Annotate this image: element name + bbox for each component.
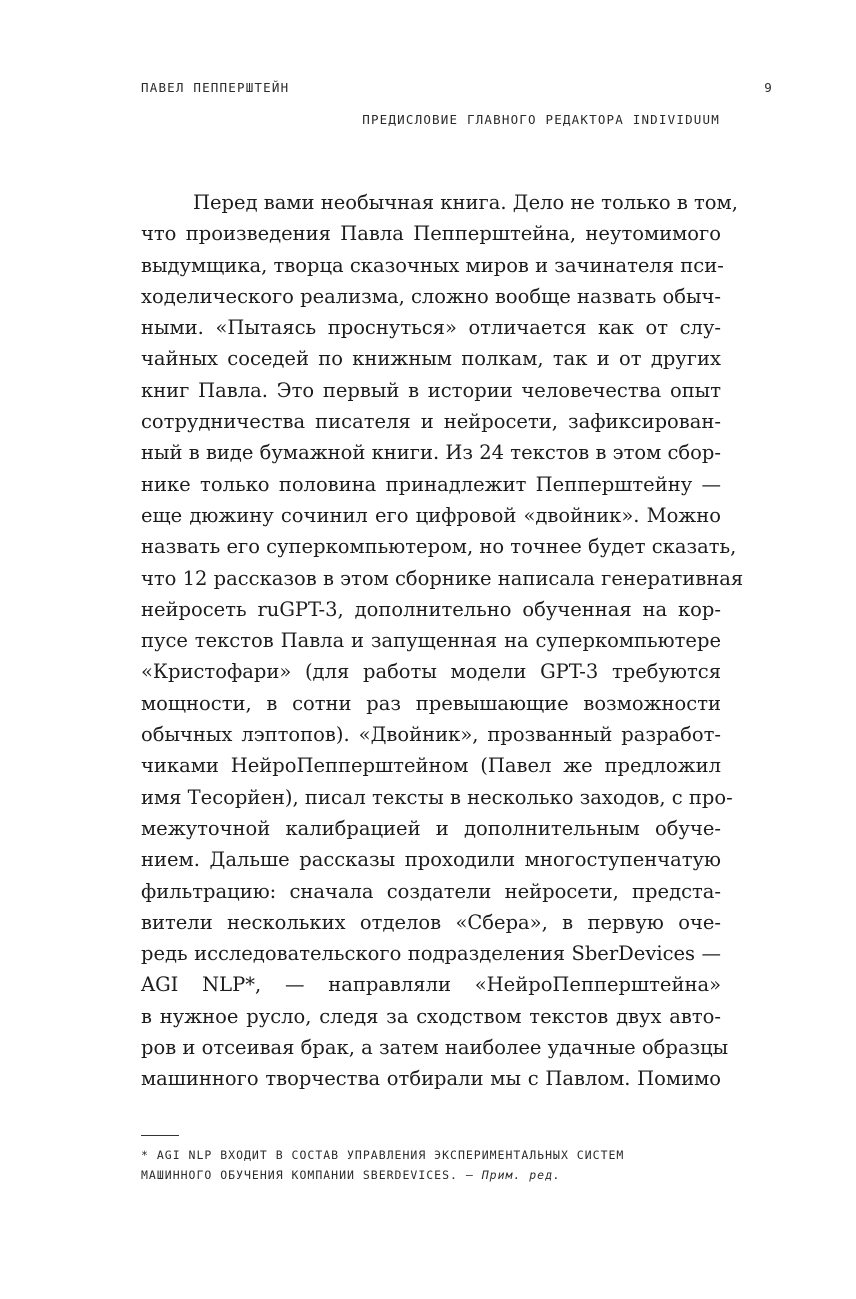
body-line: нием. Дальше рассказы проходили многоступенчатую [141,848,721,872]
footnote-divider [141,1135,179,1136]
body-line: обычных лэптопов). «Двойник», прозванный разработ- [141,723,721,747]
running-head-section: ПРЕДИСЛОВИЕ ГЛАВНОГО РЕДАКТОРА INDIVIDUUM [362,112,720,127]
body-line: ный в виде бумажной книги. Из 24 текстов в этом сбор- [141,441,721,465]
body-line: мощности, в сотни раз превышающие возможности [141,691,721,715]
body-line: нейросеть ruGPT-3, дополнительно обученная на кор- [141,597,721,621]
body-line: чайных соседей по книжным полкам, так и от других [141,347,721,371]
body-line: что произведения Павла Пепперштейна, неутомимого [141,222,721,246]
body-line: чиками НейроПепперштейном (Павел же предложил [141,754,721,778]
body-line: редь исследовательского подразделения SberDevices — [141,942,721,966]
body-text [141,187,744,1095]
body-line: в нужное русло, следя за сходством текстов двух авто- [141,1004,721,1028]
body-line: книг Павла. Это первый в истории человечества опыт [141,378,721,402]
body-line: сотрудничества писателя и нейросети, зафиксирован- [141,410,721,434]
body-line: AGI NLP*, — направляли «НейроПепперштейна» [141,973,721,997]
running-head-author: ПАВЕЛ ПЕППЕРШТЕЙН [141,80,290,95]
body-line: пусе текстов Павла и запущенная на суперкомпьютере [141,629,721,653]
footnote-line-2-text: МАШИННОГО ОБУЧЕНИЯ КОМПАНИИ SBERDEVICES. — [141,1168,482,1182]
body-line: ными. «Пытаясь проснуться» отличается как от слу- [141,316,721,340]
footnote-line-1: * AGI NLP ВХОДИТ В СОСТАВ УПРАВЛЕНИЯ ЭКСПЕРИМЕНТАЛЬНЫХ СИСТЕМ [141,1148,625,1162]
body-line: машинного творчества отбирали мы с Павлом. Помимо [141,1067,721,1091]
body-line: еще дюжину сочинил его цифровой «двойник». Можно [141,503,721,527]
body-line: межуточной калибрацией и дополнительным обуче- [141,816,721,840]
body-line: нике только половина принадлежит Пепперштейну — [141,472,721,496]
body-line: имя Тесорйен), писал тексты в несколько заходов, с про- [141,785,733,809]
body-line: Перед вами необычная книга. Дело не только в том, [193,191,738,214]
body-line: вители нескольких отделов «Сбера», в первую оче- [141,910,721,934]
body-line: выдумщика, творца сказочных миров и зачинателя пси- [141,253,724,277]
footnote-editor-note: Прим. ред. [481,1168,561,1182]
body-line: что 12 рассказов в этом сборнике написала генеративная [141,566,744,590]
page-number: 9 [764,80,773,95]
body-line: фильтрацию: сначала создатели нейросети, предста- [141,879,721,903]
footnote [141,1145,741,1185]
footnote-line-2 [141,1165,741,1185]
body-line: «Кристофари» (для работы модели GPT-3 требуются [141,660,721,684]
body-line: назвать его суперкомпьютером, но точнее будет сказать, [141,535,737,559]
body-line: ров и отсеивая брак, а затем наиболее удачные образцы [141,1036,729,1060]
body-line: ходелического реализма, сложно вообще назвать обыч- [141,284,721,308]
